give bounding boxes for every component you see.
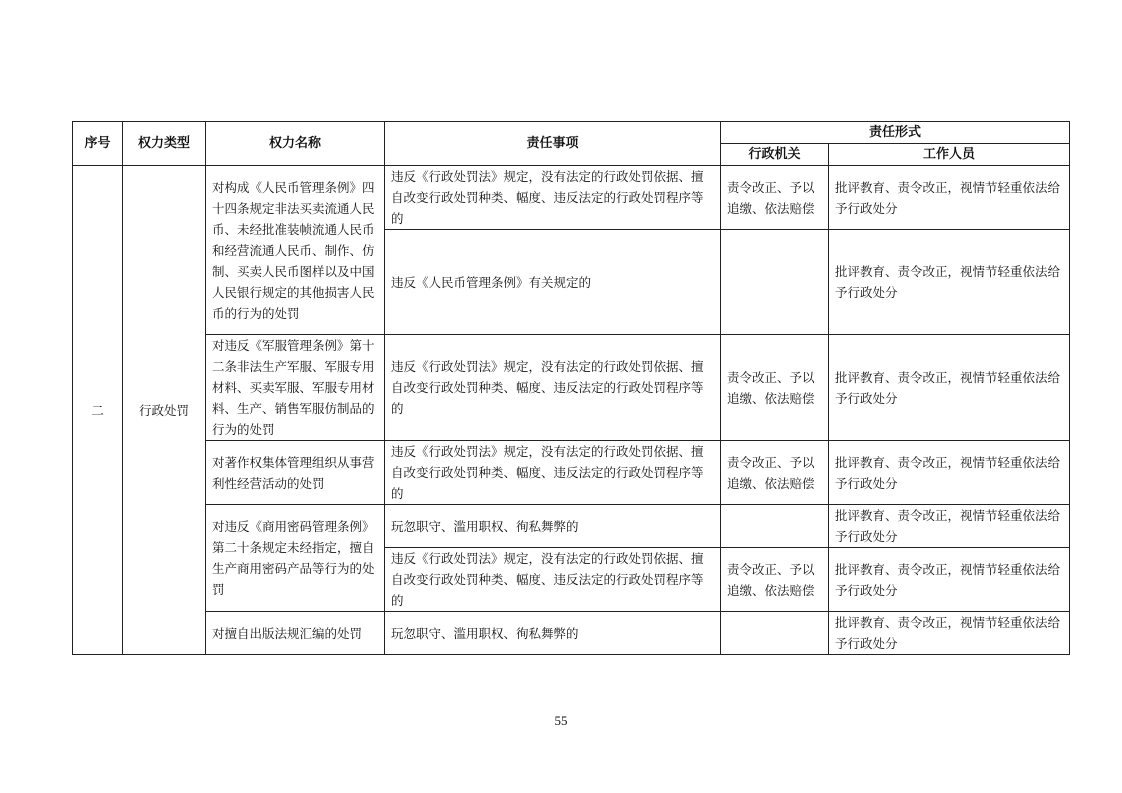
- duty-item-cell: 违反《行政处罚法》规定，没有法定的行政处罚依据、擅自改变行政处罚种类、幅度、违反法定的行政处罚程序等的: [385, 166, 721, 230]
- staff-cell: 批评教育、责令改正，视情节轻重依法给予行政处分: [829, 441, 1070, 505]
- header-seq: 序号: [73, 122, 123, 166]
- page-number: 55: [554, 713, 568, 728]
- header-power-name: 权力名称: [206, 122, 385, 166]
- staff-cell: 批评教育、责令改正，视情节轻重依法给予行政处分: [829, 612, 1070, 655]
- header-row: [73, 122, 1070, 144]
- header-admin-org: 行政机关: [721, 144, 829, 166]
- power-name-cell: 对著作权集体管理组织从事营利性经营活动的处罚: [206, 441, 385, 505]
- admin-org-cell: [721, 612, 829, 655]
- admin-org-cell: [721, 505, 829, 548]
- power-name-cell: 对违反《商用密码管理条例》第二十条规定未经指定，擅自生产商用密码产品等行为的处罚: [206, 505, 385, 612]
- staff-cell: 批评教育、责令改正，视情节轻重依法给予行政处分: [829, 230, 1070, 335]
- table-row: [73, 505, 1070, 548]
- duty-item-cell: 玩忽职守、滥用职权、徇私舞弊的: [385, 505, 721, 548]
- admin-org-cell: [721, 230, 829, 335]
- header-duty-form: 责任形式: [721, 122, 1070, 144]
- admin-org-cell: 责令改正、予以追缴、依法赔偿: [721, 441, 829, 505]
- staff-cell: 批评教育、责令改正，视情节轻重依法给予行政处分: [829, 505, 1070, 548]
- header-duty-item: 责任事项: [385, 122, 721, 166]
- duty-item-cell: 玩忽职守、滥用职权、徇私舞弊的: [385, 612, 721, 655]
- table-row: [73, 612, 1070, 655]
- duty-item-cell: 违反《行政处罚法》规定，没有法定的行政处罚依据、擅自改变行政处罚种类、幅度、违反法定的行政处罚程序等的: [385, 335, 721, 441]
- admin-org-cell: 责令改正、予以追缴、依法赔偿: [721, 548, 829, 612]
- staff-cell: 批评教育、责令改正，视情节轻重依法给予行政处分: [829, 166, 1070, 230]
- staff-cell: 批评教育、责令改正，视情节轻重依法给予行政处分: [829, 335, 1070, 441]
- table-row: [73, 166, 1070, 230]
- power-name-cell: 对构成《人民币管理条例》四十四条规定非法买卖流通人民币、未经批准装帧流通人民币和经营流通人民币、制作、仿制、买卖人民币图样以及中国人民银行规定的其他损害人民币的行为的处罚: [206, 166, 385, 335]
- staff-cell: 批评教育、责令改正，视情节轻重依法给予行政处分: [829, 548, 1070, 612]
- duty-item-cell: 违反《行政处罚法》规定，没有法定的行政处罚依据、擅自改变行政处罚种类、幅度、违反法定的行政处罚程序等的: [385, 548, 721, 612]
- header-power-type: 权力类型: [123, 122, 206, 166]
- table-row: [73, 441, 1070, 505]
- seq-cell: 二: [73, 166, 123, 655]
- power-type-cell: 行政处罚: [123, 166, 206, 655]
- admin-org-cell: 责令改正、予以追缴、依法赔偿: [721, 335, 829, 441]
- duty-item-cell: 违反《人民币管理条例》有关规定的: [385, 230, 721, 335]
- table-row: [73, 335, 1070, 441]
- duty-item-cell: 违反《行政处罚法》规定，没有法定的行政处罚依据、擅自改变行政处罚种类、幅度、违反法定的行政处罚程序等的: [385, 441, 721, 505]
- responsibility-table: [72, 121, 1070, 655]
- power-name-cell: 对擅自出版法规汇编的处罚: [206, 612, 385, 655]
- admin-org-cell: 责令改正、予以追缴、依法赔偿: [721, 166, 829, 230]
- power-name-cell: 对违反《军服管理条例》第十二条非法生产军服、军服专用材料、买卖军服、军服专用材料、生产、销售军服仿制品的行为的处罚: [206, 335, 385, 441]
- header-staff: 工作人员: [829, 144, 1070, 166]
